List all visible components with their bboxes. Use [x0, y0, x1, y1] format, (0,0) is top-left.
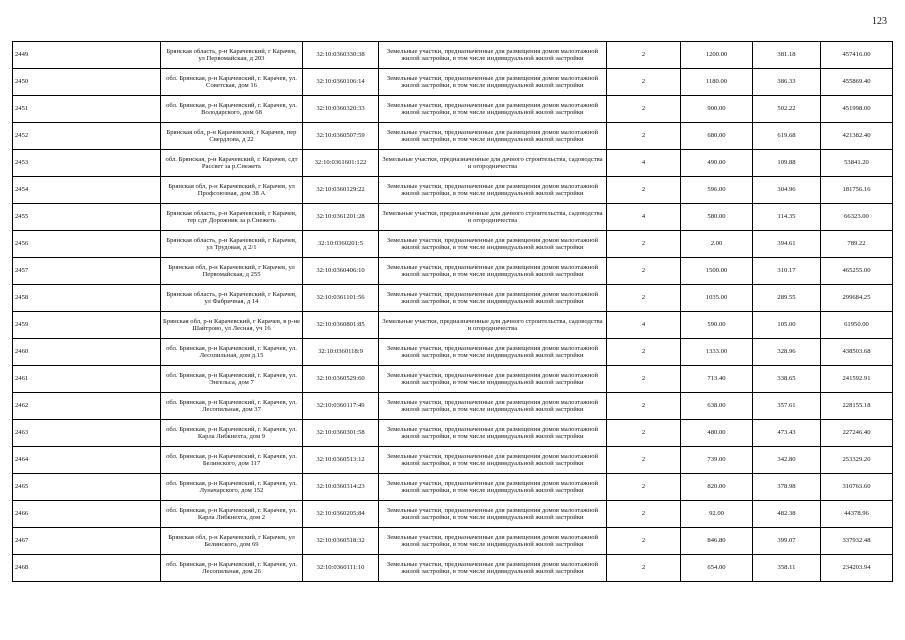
land-use-cell: Земельные участки, предназначенные для размещения домов малоэтажной жилой застройки, в том числе индивидуальной жилой застройки	[379, 339, 607, 366]
table-row	[13, 150, 893, 177]
address-cell: обл. Брянская, р-н Карачевский, г. Карачев, ул. Лесопильная, дом 26	[161, 555, 303, 582]
group-code-cell: 2	[607, 501, 681, 528]
area-cell: 739.00	[681, 447, 753, 474]
area-cell: 1200.00	[681, 42, 753, 69]
land-use-cell: Земельные участки, предназначенные для размещения домов малоэтажной жилой застройки, в том числе индивидуальной жилой застройки	[379, 123, 607, 150]
cadastral-value-cell: 44378.96	[821, 501, 893, 528]
address-cell: Брянская область, р-н Карачевский, г Карачев, тер сдт Дорожник за р.Снежеть	[161, 204, 303, 231]
specific-value-cell: 473.43	[753, 420, 821, 447]
area-cell: 480.00	[681, 420, 753, 447]
cadastral-value-cell: 181756.16	[821, 177, 893, 204]
table-row	[13, 285, 893, 312]
specific-value-cell: 502.22	[753, 96, 821, 123]
area-cell: 1500.00	[681, 258, 753, 285]
row-number: 2456	[13, 231, 161, 258]
cadastral-number-cell: 32:10:0360111:10	[303, 555, 379, 582]
address-cell: Брянская область, р-н Карачевский, г Карачев, ул Трудовая, д 2/1	[161, 231, 303, 258]
table-row	[13, 447, 893, 474]
area-cell: 638.00	[681, 393, 753, 420]
specific-value-cell: 386.33	[753, 69, 821, 96]
cadastral-value-cell: 455869.40	[821, 69, 893, 96]
row-number: 2452	[13, 123, 161, 150]
cadastral-number-cell: 32:10:0361601:122	[303, 150, 379, 177]
land-use-cell: Земельные участки, предназначенные для размещения домов малоэтажной жилой застройки, в том числе индивидуальной жилой застройки	[379, 474, 607, 501]
cadastral-number-cell: 32:10:0360205:84	[303, 501, 379, 528]
row-number: 2460	[13, 339, 161, 366]
area-cell: 596.00	[681, 177, 753, 204]
cadastral-number-cell: 32:10:0361201:28	[303, 204, 379, 231]
land-use-cell: Земельные участки, предназначенные для размещения домов малоэтажной жилой застройки, в том числе индивидуальной жилой застройки	[379, 528, 607, 555]
specific-value-cell: 289.55	[753, 285, 821, 312]
row-number: 2457	[13, 258, 161, 285]
address-cell: Брянская обл, р-н Карачевский, г Карачев, пер Свердлова, д 22	[161, 123, 303, 150]
area-cell: 1333.00	[681, 339, 753, 366]
cadastral-value-cell: 789.22	[821, 231, 893, 258]
cadastral-number-cell: 32:10:0360513:12	[303, 447, 379, 474]
area-cell: 654.00	[681, 555, 753, 582]
specific-value-cell: 399.07	[753, 528, 821, 555]
cadastral-value-cell: 61950.00	[821, 312, 893, 339]
row-number: 2461	[13, 366, 161, 393]
group-code-cell: 2	[607, 96, 681, 123]
group-code-cell: 2	[607, 123, 681, 150]
area-cell: 1035.00	[681, 285, 753, 312]
row-number: 2454	[13, 177, 161, 204]
row-number: 2462	[13, 393, 161, 420]
specific-value-cell: 342.80	[753, 447, 821, 474]
area-cell: 2.00	[681, 231, 753, 258]
cadastral-number-cell: 32:10:0360201:5	[303, 231, 379, 258]
area-cell: 846.80	[681, 528, 753, 555]
address-cell: обл. Брянская, р-н Карачевский, г. Карачев, ул. Карла Либкнехта, дом 2	[161, 501, 303, 528]
cadastral-number-cell: 32:10:0360117:49	[303, 393, 379, 420]
land-use-cell: Земельные участки, предназначенные для размещения домов малоэтажной жилой застройки, в том числе индивидуальной жилой застройки	[379, 420, 607, 447]
group-code-cell: 2	[607, 69, 681, 96]
specific-value-cell: 358.11	[753, 555, 821, 582]
land-use-cell: Земельные участки, предназначенные для размещения домов малоэтажной жилой застройки, в том числе индивидуальной жилой застройки	[379, 258, 607, 285]
table-row	[13, 501, 893, 528]
cadastral-number-cell: 32:10:0360330:38	[303, 42, 379, 69]
table-row	[13, 366, 893, 393]
specific-value-cell: 328.96	[753, 339, 821, 366]
address-cell: Брянская обл, р-н Карачевский, г Карачев, ул Профсоюзная, дом 38 А	[161, 177, 303, 204]
group-code-cell: 4	[607, 204, 681, 231]
cadastral-number-cell: 32:10:0360406:10	[303, 258, 379, 285]
table-row	[13, 177, 893, 204]
group-code-cell: 2	[607, 366, 681, 393]
area-cell: 680.00	[681, 123, 753, 150]
land-use-cell: Земельные участки, предназначенные для дачного строительства, садоводства и огородничества	[379, 312, 607, 339]
table-row	[13, 96, 893, 123]
specific-value-cell: 338.65	[753, 366, 821, 393]
cadastral-value-cell: 465255.00	[821, 258, 893, 285]
table-row	[13, 204, 893, 231]
cadastral-value-cell: 241592.91	[821, 366, 893, 393]
row-number: 2466	[13, 501, 161, 528]
cadastral-number-cell: 32:10:0360314:23	[303, 474, 379, 501]
address-cell: обл. Брянская, р-н Карачевский, г. Карачев, сдт Рассвет за р.Снежеть	[161, 150, 303, 177]
address-cell: обл. Брянская, р-н Карачевский, г. Карачев, ул. Энгельса, дом 7	[161, 366, 303, 393]
cadastral-value-cell: 228155.18	[821, 393, 893, 420]
table-row	[13, 258, 893, 285]
table-row	[13, 312, 893, 339]
cadastral-number-cell: 32:10:0360301:58	[303, 420, 379, 447]
group-code-cell: 2	[607, 420, 681, 447]
specific-value-cell: 619.68	[753, 123, 821, 150]
table-row	[13, 42, 893, 69]
group-code-cell: 2	[607, 339, 681, 366]
land-use-cell: Земельные участки, предназначенные для размещения домов малоэтажной жилой застройки, в том числе индивидуальной жилой застройки	[379, 69, 607, 96]
land-use-cell: Земельные участки, предназначенные для размещения домов малоэтажной жилой застройки, в том числе индивидуальной жилой застройки	[379, 96, 607, 123]
address-cell: обл. Брянская, р-н Карачевский, г. Карачев, ул. Карла Либкнехта, дом 9	[161, 420, 303, 447]
table-row	[13, 69, 893, 96]
cadastral-value-cell: 299684.25	[821, 285, 893, 312]
row-number: 2465	[13, 474, 161, 501]
specific-value-cell: 381.18	[753, 42, 821, 69]
cadastral-value-cell: 253329.20	[821, 447, 893, 474]
address-cell: обл. Брянская, р-н Карачевский, г. Карачев, ул. Лесопильная, дом 37	[161, 393, 303, 420]
table-row	[13, 420, 893, 447]
cadastral-number-cell: 32:10:0360129:22	[303, 177, 379, 204]
land-use-cell: Земельные участки, предназначенные для размещения домов малоэтажной жилой застройки, в том числе индивидуальной жилой застройки	[379, 555, 607, 582]
cadastral-value-cell: 457416.00	[821, 42, 893, 69]
group-code-cell: 2	[607, 231, 681, 258]
address-cell: обл. Брянская, р-н Карачевский, г. Карачев, ул. Белинского, дом 117	[161, 447, 303, 474]
table-row	[13, 123, 893, 150]
specific-value-cell: 357.61	[753, 393, 821, 420]
row-number: 2455	[13, 204, 161, 231]
area-cell: 1180.00	[681, 69, 753, 96]
group-code-cell: 2	[607, 393, 681, 420]
address-cell: обл. Брянская, р-н Карачевский, г. Карачев, ул. Лесопильная, дом д.15	[161, 339, 303, 366]
row-number: 2468	[13, 555, 161, 582]
land-use-cell: Земельные участки, предназначенные для размещения домов малоэтажной жилой застройки, в том числе индивидуальной жилой застройки	[379, 42, 607, 69]
land-use-cell: Земельные участки, предназначенные для размещения домов малоэтажной жилой застройки, в том числе индивидуальной жилой застройки	[379, 447, 607, 474]
row-number: 2453	[13, 150, 161, 177]
land-registry-table	[12, 41, 893, 582]
group-code-cell: 2	[607, 447, 681, 474]
group-code-cell: 2	[607, 555, 681, 582]
table-row	[13, 393, 893, 420]
address-cell: Брянская обл, р-н Карачевский, г Карачев, ул Первомайская, д 255	[161, 258, 303, 285]
row-number: 2458	[13, 285, 161, 312]
area-cell: 490.00	[681, 150, 753, 177]
address-cell: Брянская обл, р-н Карачевский, г Карачев, ул Белинского, дом 69	[161, 528, 303, 555]
row-number: 2449	[13, 42, 161, 69]
table-row	[13, 555, 893, 582]
row-number: 2464	[13, 447, 161, 474]
land-use-cell: Земельные участки, предназначенные для размещения домов малоэтажной жилой застройки, в том числе индивидуальной жилой застройки	[379, 177, 607, 204]
group-code-cell: 2	[607, 528, 681, 555]
cadastral-number-cell: 32:10:0360507:59	[303, 123, 379, 150]
row-number: 2451	[13, 96, 161, 123]
group-code-cell: 2	[607, 258, 681, 285]
address-cell: обл. Брянская, р-н Карачевский, г. Карачев, ул. Луначарского, дом 152	[161, 474, 303, 501]
address-cell: Брянская обл, р-н Карачевский, г Карачев, в р-не Шайтрово, ул Лесная, уч 16	[161, 312, 303, 339]
area-cell: 900.00	[681, 96, 753, 123]
group-code-cell: 2	[607, 285, 681, 312]
cadastral-number-cell: 32:10:0360320:33	[303, 96, 379, 123]
specific-value-cell: 114.35	[753, 204, 821, 231]
specific-value-cell: 394.61	[753, 231, 821, 258]
specific-value-cell: 378.98	[753, 474, 821, 501]
row-number: 2463	[13, 420, 161, 447]
address-cell: обл. Брянская, р-н Карачевский, г. Карачев, ул. Володарского, дом 68	[161, 96, 303, 123]
specific-value-cell: 304.96	[753, 177, 821, 204]
cadastral-number-cell: 32:10:0360801:85	[303, 312, 379, 339]
table-row	[13, 474, 893, 501]
group-code-cell: 2	[607, 42, 681, 69]
specific-value-cell: 482.38	[753, 501, 821, 528]
specific-value-cell: 109.88	[753, 150, 821, 177]
cadastral-value-cell: 337932.48	[821, 528, 893, 555]
group-code-cell: 4	[607, 150, 681, 177]
cadastral-value-cell: 66323.00	[821, 204, 893, 231]
land-use-cell: Земельные участки, предназначенные для дачного строительства, садоводства и огородничества	[379, 204, 607, 231]
cadastral-value-cell: 227246.40	[821, 420, 893, 447]
cadastral-number-cell: 32:10:0360518:32	[303, 528, 379, 555]
row-number: 2450	[13, 69, 161, 96]
cadastral-value-cell: 438503.68	[821, 339, 893, 366]
area-cell: 820.00	[681, 474, 753, 501]
land-use-cell: Земельные участки, предназначенные для размещения домов малоэтажной жилой застройки, в том числе индивидуальной жилой застройки	[379, 285, 607, 312]
land-use-cell: Земельные участки, предназначенные для размещения домов малоэтажной жилой застройки, в том числе индивидуальной жилой застройки	[379, 501, 607, 528]
land-use-cell: Земельные участки, предназначенные для размещения домов малоэтажной жилой застройки, в том числе индивидуальной жилой застройки	[379, 366, 607, 393]
address-cell: обл. Брянская, р-н Карачевский, г. Карачев, ул. Советская, дом 16	[161, 69, 303, 96]
cadastral-value-cell: 451998.00	[821, 96, 893, 123]
cadastral-number-cell: 32:10:0360118:9	[303, 339, 379, 366]
address-cell: Брянская область, р-н Карачевский, г Карачев, ул Первомайская, д 203	[161, 42, 303, 69]
cadastral-number-cell: 32:10:0360529:60	[303, 366, 379, 393]
table-row	[13, 528, 893, 555]
cadastral-number-cell: 32:10:0361101:56	[303, 285, 379, 312]
cadastral-value-cell: 310763.60	[821, 474, 893, 501]
row-number: 2467	[13, 528, 161, 555]
row-number: 2459	[13, 312, 161, 339]
cadastral-value-cell: 421382.40	[821, 123, 893, 150]
land-use-cell: Земельные участки, предназначенные для размещения домов малоэтажной жилой застройки, в том числе индивидуальной жилой застройки	[379, 231, 607, 258]
group-code-cell: 2	[607, 177, 681, 204]
area-cell: 713.40	[681, 366, 753, 393]
table-row	[13, 231, 893, 258]
table-row	[13, 339, 893, 366]
land-use-cell: Земельные участки, предназначенные для дачного строительства, садоводства и огородничества	[379, 150, 607, 177]
specific-value-cell: 105.00	[753, 312, 821, 339]
cadastral-number-cell: 32:10:0360106:14	[303, 69, 379, 96]
land-use-cell: Земельные участки, предназначенные для размещения домов малоэтажной жилой застройки, в том числе индивидуальной жилой застройки	[379, 393, 607, 420]
group-code-cell: 4	[607, 312, 681, 339]
cadastral-value-cell: 53841.20	[821, 150, 893, 177]
address-cell: Брянская область, р-н Карачевский, г Карачев, ул Фабричная, д 14	[161, 285, 303, 312]
area-cell: 590.00	[681, 312, 753, 339]
specific-value-cell: 310.17	[753, 258, 821, 285]
area-cell: 92.00	[681, 501, 753, 528]
cadastral-value-cell: 234203.94	[821, 555, 893, 582]
page-number: 123	[872, 16, 887, 27]
area-cell: 580.00	[681, 204, 753, 231]
group-code-cell: 2	[607, 474, 681, 501]
